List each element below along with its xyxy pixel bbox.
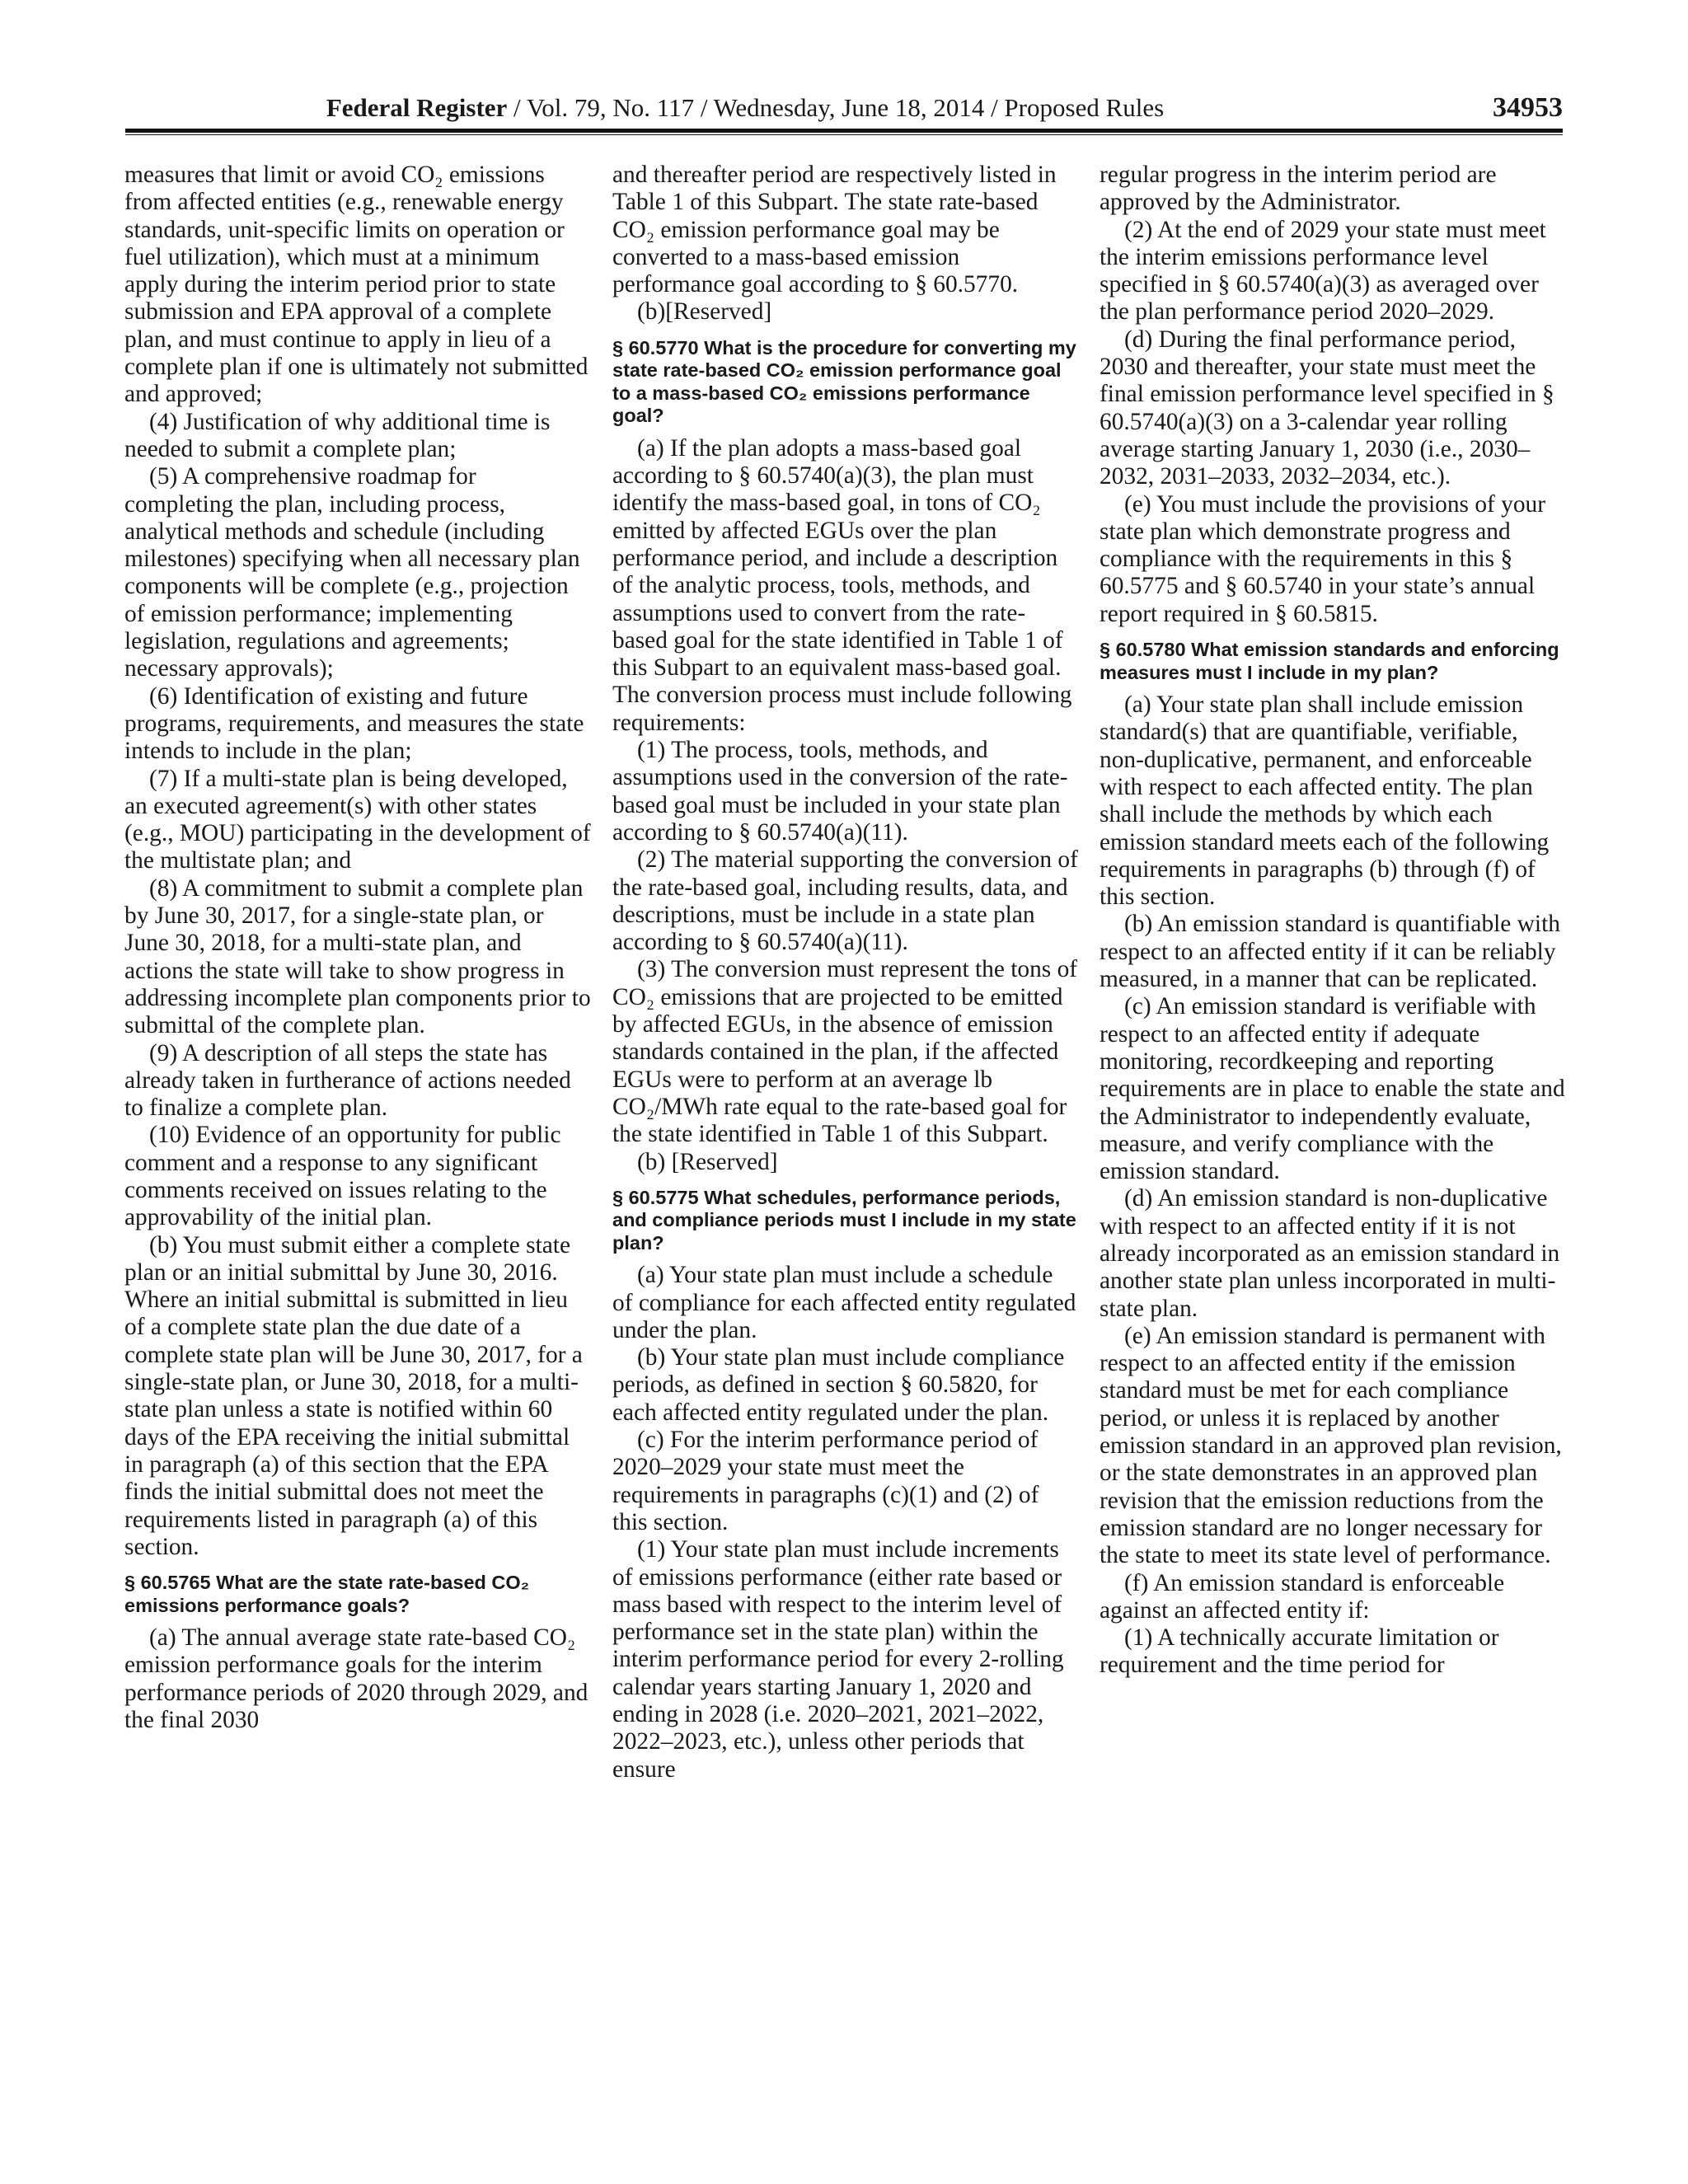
- paragraph: (2) The material supporting the conversion of the rate-based goal, including results, data, and descriptions, must be include in a state plan according to § 60.5740(a)(11).: [612, 846, 1078, 956]
- issue-citation: / Vol. 79, No. 117 / Wednesday, June 18, 2014 / Proposed Rules: [507, 93, 1165, 122]
- paragraph: (5) A comprehensive roadmap for completing the plan, including process, analytical methods and schedule (including milestones) specifying when all necessary plan components will be complete (e.g., projection of emission performance; implementing legislation, regulations and agreements; necessary approvals);: [124, 463, 580, 682]
- running-header: [125, 91, 1365, 125]
- paragraph: regular progress in the interim period are approved by the Administrator.: [1100, 162, 1497, 216]
- paragraph: (a) Your state plan shall include emission standard(s) that are quantifiable, verifiable, non-duplicative, permanent, and enforceable with respect to each affected entity. The plan shall include the methods by which each emission standard meets each of the following requirements in paragraphs (b) through (f) of this section.: [1100, 691, 1550, 911]
- header-rule-thin: [125, 134, 1563, 135]
- page-number: 34953: [1493, 92, 1563, 123]
- paragraph: (b) [Reserved]: [637, 1148, 778, 1175]
- section-heading: § 60.5770 What is the procedure for converting my state rate-based CO₂ emission performance goal to a mass-based CO₂ emissions performance goal?: [612, 336, 1076, 427]
- paragraph: (d) During the final performance period, 2030 and thereafter, your state must meet the final emission performance level specified in § 60.5740(a)(3) on a 3-calendar year rolling average starting January 1, 2030 (i.e., 2030–2032, 2031–2033, 2032–2034, etc.).: [1100, 326, 1554, 490]
- paragraph: measures that limit or avoid CO₂ emissions from affected entities (e.g., renewable energy standards, unit-specific limits on operation or fuel utilization), which must at a minimum apply during the interim period prior to state submission and EPA approval of a complete plan, and must continue to apply in lieu of a complete plan if one is ultimately not submitted and approved;: [124, 162, 588, 408]
- text-column-1: [124, 162, 591, 2156]
- page-header: [125, 91, 1563, 125]
- paragraph: (7) If a multi-state plan is being developed, an executed agreement(s) with other states (e.g., MOU) participating in the development of the multistate plan; and: [124, 765, 591, 874]
- paragraph: (a) If the plan adopts a mass-based goal according to § 60.5740(a)(3), the plan must identify the mass-based goal, in tons of CO₂ emitted by affected EGUs over the plan performance period, and include a description of the analytic process, tools, methods, and assumptions used to convert from the rate-based goal for the state identified in Table 1 of this Subpart to an equivalent mass-based goal. The conversion process must include following requirements:: [612, 434, 1072, 736]
- paragraph: (3) The conversion must represent the tons of CO₂ emissions that are projected to be emitted by affected EGUs, in the absence of emission standards contained in the plan, if the affected EGUs were to perform at an average lb CO₂/MWh rate equal to the rate-based goal for the state identified in Table 1 of this Subpart.: [612, 956, 1078, 1148]
- paragraph: (e) You must include the provisions of your state plan which demonstrate progress and compliance with the requirements in this § 60.5775 and § 60.5740 in your state’s annual report required in § 60.5815.: [1100, 490, 1546, 627]
- paragraph: (2) At the end of 2029 your state must meet the interim emissions performance level specified in § 60.5740(a)(3) as averaged over the plan performance period 2020–2029.: [1100, 216, 1546, 326]
- text-column-3: [1100, 162, 1566, 2156]
- paragraph: (c) An emission standard is verifiable with respect to an affected entity if adequate monitoring, recordkeeping and reporting requirements are in place to enable the state and the Administrator to independently evaluate, measure, and verify compliance with the emission standard.: [1100, 993, 1565, 1185]
- paragraph: (4) Justification of why additional time is needed to submit a complete plan;: [124, 408, 551, 462]
- paragraph: (b) You must submit either a complete state plan or an initial submittal by June 30, 2016. Where an initial submittal is submitted in lieu of a complete state plan the due date of a complete state plan will be June 30, 2017, for a single-state plan, or June 30, 2018, for a multi-state plan unless a state is notified within 60 days of the EPA receiving the initial submittal in paragraph (a) of this section that the EPA finds the initial submittal does not meet the requirements listed in paragraph (a) of this section.: [124, 1231, 583, 1560]
- paragraph: (c) For the interim performance period of 2020–2029 your state must meet the requirements in paragraphs (c)(1) and (2) of this section.: [612, 1427, 1039, 1535]
- header-rule: [125, 129, 1563, 133]
- paragraph: (b)[Reserved]: [637, 298, 772, 326]
- section-heading: § 60.5765 What are the state rate-based CO₂ emissions performance goals?: [124, 1572, 530, 1616]
- paragraph: (d) An emission standard is non-duplicative with respect to an affected entity if it is not already incorporated as an emission standard in another state plan unless incorporated in multi-state plan.: [1100, 1185, 1560, 1322]
- section-heading: § 60.5775 What schedules, performance periods, and compliance periods must I include in my state plan?: [612, 1186, 1076, 1254]
- paragraph: (1) The process, tools, methods, and assumptions used in the conversion of the rate-based goal must be included in your state plan according to § 60.5740(a)(11).: [612, 737, 1068, 846]
- paragraph: (8) A commitment to submit a complete plan by June 30, 2017, for a single-state plan, or June 30, 2018, for a multi-state plan, and actions the state will take to show progress in addressing incomplete plan components prior to submittal of the complete plan.: [124, 874, 591, 1039]
- paragraph: (1) Your state plan must include increments of emissions performance (either rate based or mass based with respect to the interim level of performance set in the state plan) within the interim performance period for every 2-rolling calendar years starting January 1, 2020 and ending in 2028 (i.e. 2020–2021, 2021–2022, 2022–2023, etc.), unless other periods that ensure: [612, 1536, 1064, 1783]
- paragraph: (b) An emission standard is quantifiable with respect to an affected entity if it can be reliably measured, in a manner that can be replicated.: [1100, 911, 1560, 993]
- paragraph: (9) A description of all steps the state has already taken in furtherance of actions needed to finalize a complete plan.: [124, 1039, 571, 1122]
- paragraph: (6) Identification of existing and future programs, requirements, and measures the state intends to include in the plan;: [124, 682, 584, 765]
- paragraph: (a) The annual average state rate-based CO₂ emission performance goals for the interim performance periods of 2020 through 2029, and the final 2030: [124, 1624, 588, 1734]
- publication-name: Federal Register: [326, 93, 508, 122]
- paragraph: (e) An emission standard is permanent with respect to an affected entity if the emission standard must be met for each compliance period, or unless it is replaced by another emission standard in an approved plan revision, or the state demonstrates in an approved plan revision that the emission reductions from the emission standard are no longer necessary for the state to meet its state level of performance.: [1100, 1322, 1562, 1569]
- paragraph: (10) Evidence of an opportunity for public comment and a response to any significant comments received on issues relating to the approvability of the initial plan.: [124, 1122, 561, 1231]
- paragraph: (f) An emission standard is enforceable against an affected entity if:: [1100, 1569, 1505, 1624]
- text-column-2: [612, 162, 1079, 2156]
- paragraph: (a) Your state plan must include a schedule of compliance for each affected entity regulated under the plan.: [612, 1262, 1076, 1343]
- paragraph: and thereafter period are respectively listed in Table 1 of this Subpart. The state rate-based CO₂ emission performance goal may be converted to a mass-based emission performance goal according to § 60.5770.: [612, 162, 1057, 298]
- paragraph: (b) Your state plan must include compliance periods, as defined in section § 60.5820, for each affected entity regulated under the plan.: [612, 1344, 1065, 1426]
- paragraph: (1) A technically accurate limitation or requirement and the time period for: [1100, 1624, 1499, 1679]
- section-heading: § 60.5780 What emission standards and enforcing measures must I include in my plan?: [1100, 639, 1559, 683]
